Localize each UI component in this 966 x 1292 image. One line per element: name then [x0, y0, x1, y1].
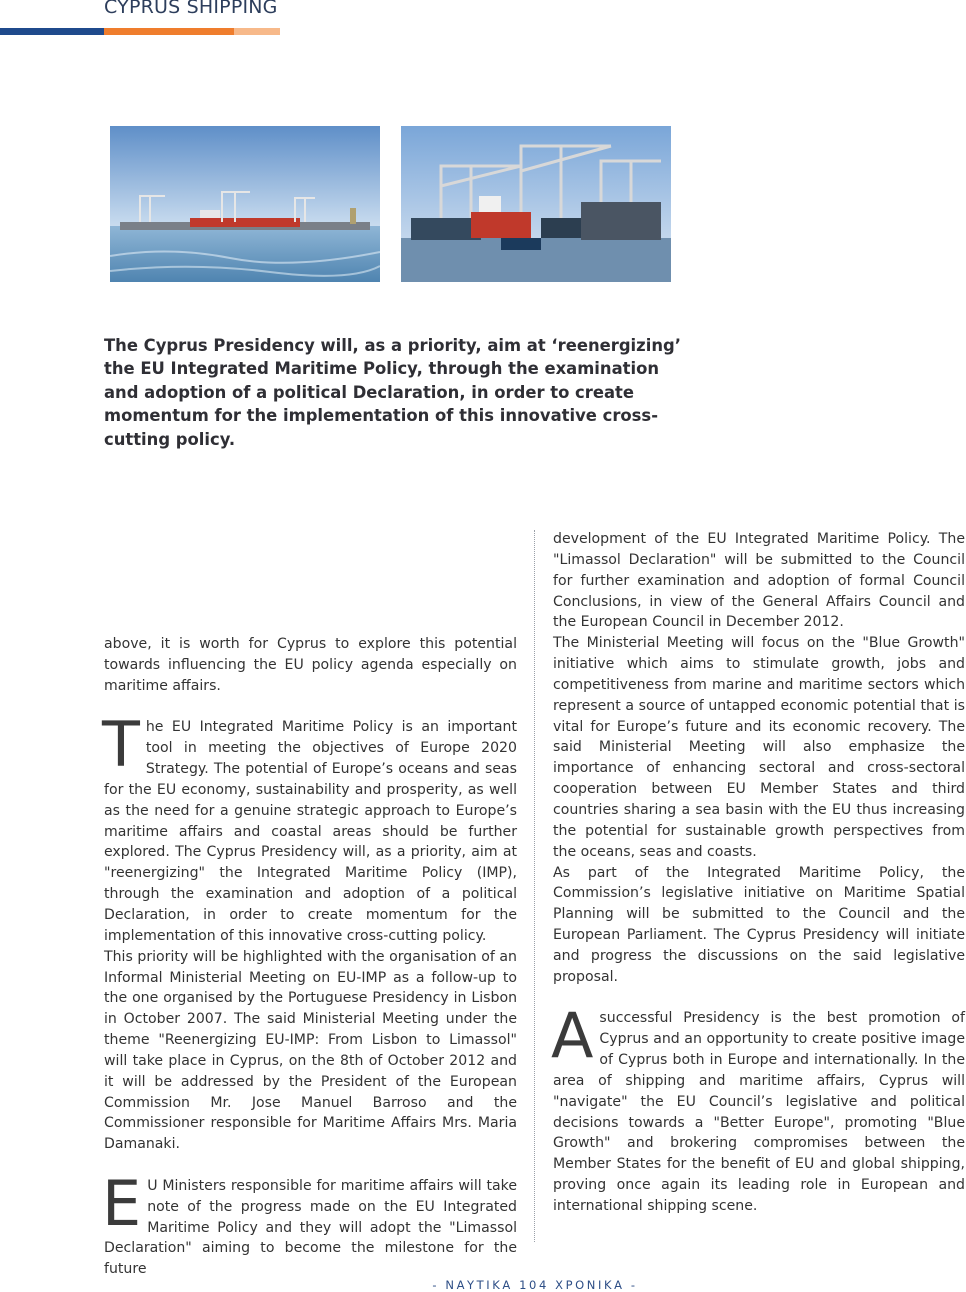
paragraph-with-dropcap [102, 708, 517, 946]
paragraph: development of the EU Integrated Maritime Policy. The "Limassol Declaration" will be submitted to the Council for further examination and adoption of formal Council Conclusions, in view of the General Affairs Council and the European Council in December 2012. [553, 531, 965, 631]
paragraph-with-dropcap [551, 999, 965, 1216]
port-harbour-photo [110, 126, 380, 282]
paragraph-text: successful Presidency is the best promotion of Cyprus and an opportunity to create positive image of Cyprus both in Europe and internationally. In the area of shipping and maritime affairs, Cyprus will "navigate" the EU Council’s legislative and political decisions towards a "Better Europe", promoting "Blue Growth" and brokering compromises between the Member States for the benefit of EU and global shipping, proving once again its leading role in European and international shipping scene. [553, 1010, 965, 1214]
column-divider [534, 530, 535, 1242]
drop-cap: A [551, 999, 594, 1073]
header-rule-light-orange [234, 28, 280, 35]
page-footer: - ΝΑΥΤΙΚΑ 104 ΧΡΟΝΙΚΑ - [432, 1278, 638, 1292]
paragraph-text: U Ministers responsible for maritime affairs will take note of the progress made on the EU Integrated Maritime Policy and they will adopt the "Limassol Declaration" aiming to become the milestone for the future [104, 1177, 517, 1278]
paragraph: The Ministerial Meeting will focus on the "Blue Growth" initiative which aims to stimulate growth, jobs and competitiveness from marine and maritime sectors which represent a source of untapped economic potential that is vital for Europe’s future and its economic recovery. The said Ministerial Meeting will also emphasize the importance of enhancing sectoral and cross-sectoral cooperation between EU Member States and third countries sharing a sea basin with the EU thus increasing the potential for sustainable growth perspectives from the oceans, seas and coasts. [553, 635, 965, 860]
header-rule-orange [104, 28, 234, 35]
port-cranes-photo [401, 126, 671, 282]
left-column [104, 634, 517, 1280]
drop-cap: E [102, 1166, 142, 1240]
paragraph: As part of the Integrated Maritime Policy, the Commission’s legislative initiative on Maritime Spatial Planning will be submitted to the Council and the European Parliament. The Cyprus Presidency will initiate and progress the discussions on the said legislative proposal. [553, 864, 965, 985]
paragraph-text: he EU Integrated Maritime Policy is an important tool in meeting the objectives of Europe 2020 Strategy. The potential of Europe’s oceans and seas for the EU economy, sustainability and prosperity, as well as the need for a genuine strategic approach to Europe’s maritime affairs and coastal areas should be further explored. The Cyprus Presidency will, as a priority, aim at "reenergizing" the Integrated Maritime Policy (IMP), through the examination and adoption of a political Declaration, in order to create momentum for the implementation of this innovative cross-cutting policy. [104, 719, 517, 944]
section-title: CYPRUS SHIPPING [104, 0, 278, 18]
paragraph: This priority will be highlighted with the organisation of an Informal Ministerial Meeting on EU-IMP as a follow-up to the one organised by the Portuguese Presidency in Lisbon in October 2007. The said Ministerial Meeting under the theme "Reenergizing EU-IMP: From Lisbon to Limassol" will take place in Cyprus, on the 8th of October 2012 and it will be addressed by the President of the European Commission Mr. Jose Manuel Barroso and the Commissioner responsible for Maritime Affairs Mrs. Maria Damanaki. [104, 948, 517, 1153]
lead-quote: The Cyprus Presidency will, as a priority, aim at ‘reenergizing’ the EU Integrated Maritime Policy, through the examination and adoption of a political Declaration, in order to create momentum for the implementation of this innovative cross-cutting policy. [104, 336, 681, 449]
header-rule-navy [0, 28, 104, 35]
paragraph-with-dropcap [102, 1166, 517, 1280]
paragraph: above, it is worth for Cyprus to explore this potential towards influencing the EU policy agenda especially on maritime affairs. [104, 636, 517, 694]
right-column [553, 529, 965, 1217]
drop-cap: T [102, 708, 140, 782]
